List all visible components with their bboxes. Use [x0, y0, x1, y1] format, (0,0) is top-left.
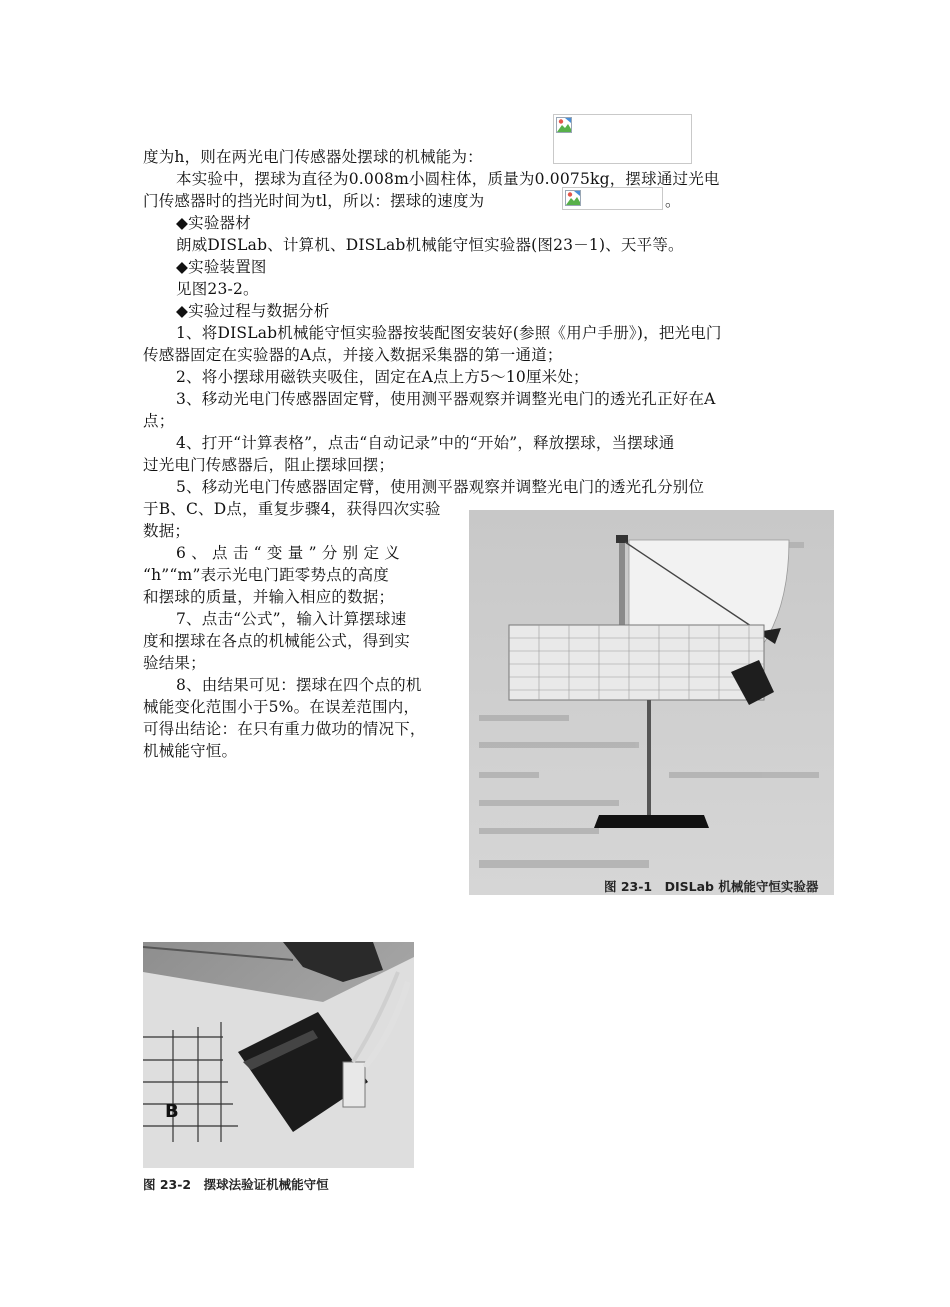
step-4-cont: 过光电门传感器后，阻止摆球回摆； [143, 456, 395, 474]
apparatus-illustration [469, 510, 834, 895]
step-5-cont: 于B、C、D点，重复步骤4，获得四次实验 [143, 500, 441, 518]
formula-image-velocity [562, 187, 663, 210]
step-5: 5、移动光电门传感器固定臂，使用测平器观察并调整光电门的透光孔分别位 [176, 478, 705, 496]
heading-setup: ◆实验装置图 [176, 258, 267, 276]
formula-image-energy [553, 114, 692, 164]
heading-equipment: ◆实验器材 [176, 214, 251, 232]
photogate-closeup-illustration [143, 942, 414, 1168]
figure-23-2-photo [143, 942, 414, 1168]
step-5-cont: 数据； [143, 522, 191, 540]
step-7-cont: 度和摆球在各点的机械能公式，得到实 [143, 632, 410, 650]
para-line-end: 。 [665, 192, 681, 210]
figure-23-1-caption: 图 23-1 DISLab 机械能守恒实验器 [604, 879, 819, 894]
step-1: 1、将DISLab机械能守恒实验器按装配图安装好(参照《用户手册》)，把光电门 [176, 324, 722, 342]
step-3-cont: 点； [143, 412, 175, 430]
broken-image-icon [556, 117, 572, 133]
step-6-cont: 和摆球的质量，并输入相应的数据； [143, 588, 395, 606]
step-8: 8、由结果可见：摆球在四个点的机 [176, 676, 422, 694]
step-8-cont: 械能变化范围小于5%。在误差范围内， [143, 698, 420, 716]
step-8-cont: 可得出结论：在只有重力做功的情况下， [143, 720, 426, 738]
figure-23-1-photo [469, 510, 834, 895]
figure-23-2-caption: 图 23-2 摆球法验证机械能守恒 [143, 1177, 329, 1192]
step-7: 7、点击“公式”，输入计算摆球速 [176, 610, 407, 628]
step-4: 4、打开“计算表格”，点击“自动记录”中的“开始”，释放摆球，当摆球通 [176, 434, 675, 452]
step-6: 6 、 点 击 “ 变 量 ” 分 别 定 义 [176, 544, 401, 562]
step-3: 3、移动光电门传感器固定臂，使用测平器观察并调整光电门的透光孔正好在A [176, 390, 716, 408]
step-8-cont: 机械能守恒。 [143, 742, 238, 760]
para-line: 朗威DISLab、计算机、DISLab机械能守恒实验器(图23－1)、天平等。 [176, 236, 684, 254]
step-2: 2、将小摆球用磁铁夹吸住，固定在A点上方5～10厘米处； [176, 368, 589, 386]
step-7-cont: 验结果； [143, 654, 206, 672]
heading-process: ◆实验过程与数据分析 [176, 302, 330, 320]
point-label-b: B [165, 1101, 179, 1122]
step-6-cont: “h”“m”表示光电门距零势点的高度 [143, 566, 389, 584]
step-1-cont: 传感器固定在实验器的A点，并接入数据采集器的第一通道； [143, 346, 563, 364]
para-line: 见图23-2。 [176, 280, 259, 298]
para-line: 度为h，则在两光电门传感器处摆球的机械能为： [143, 148, 483, 166]
broken-image-icon [565, 190, 581, 206]
para-line: 本实验中，摆球为直径为0.008m小圆柱体，质量为0.0075kg，摆球通过光电 [176, 170, 720, 188]
para-line: 门传感器时的挡光时间为tl，所以：摆球的速度为 [143, 192, 485, 210]
